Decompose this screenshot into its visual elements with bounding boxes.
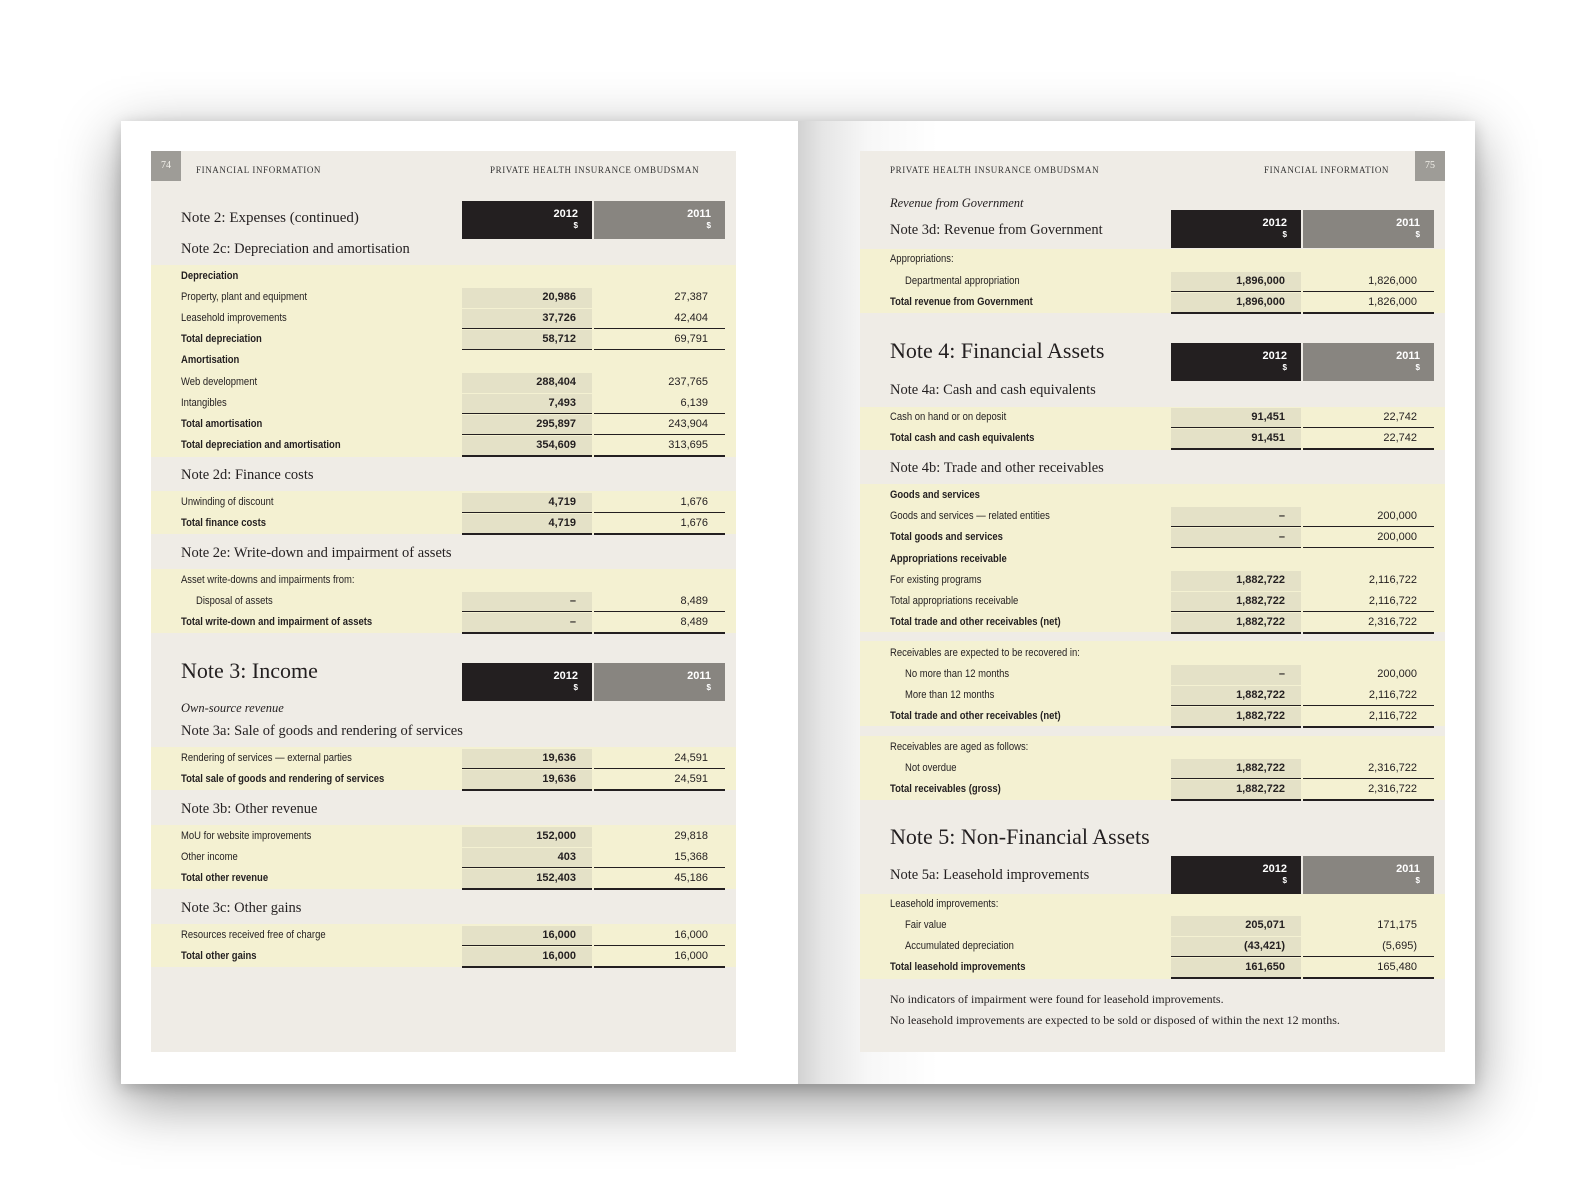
section-heading: Amortisation xyxy=(181,354,240,366)
value-2011: 16,000 xyxy=(674,929,708,941)
row-rule xyxy=(462,533,592,535)
value-2011: 8,489 xyxy=(680,595,708,607)
row-rule xyxy=(1171,291,1301,292)
row-rule xyxy=(1303,526,1434,527)
value-2012: 403 xyxy=(557,851,576,863)
value-2011: 2,316,722 xyxy=(1368,616,1417,628)
value-2012: 91,451 xyxy=(1251,411,1285,423)
value-2012: – xyxy=(1278,668,1285,680)
row-rule xyxy=(594,888,725,890)
row-label: Not overdue xyxy=(905,762,957,774)
value-2012: 288,404 xyxy=(536,376,576,388)
year-2011-header xyxy=(1303,210,1434,248)
row-rule xyxy=(1303,799,1434,801)
note-subtitle: Note 3d: Revenue from Government xyxy=(890,222,1103,238)
row-label: Receivables are expected to be recovered in: xyxy=(890,647,1080,659)
unit-label: $ xyxy=(1282,876,1287,885)
row-rule xyxy=(594,867,725,868)
value-2011: 2,316,722 xyxy=(1368,762,1417,774)
value-2011: 200,000 xyxy=(1377,668,1417,680)
year-label: 2011 xyxy=(1396,863,1420,875)
value-2011: 6,139 xyxy=(680,397,708,409)
value-2011: 171,175 xyxy=(1377,919,1417,931)
row-label: Total revenue from Government xyxy=(890,296,1033,308)
row-rule xyxy=(462,434,592,435)
note-subtitle: Note 3b: Other revenue xyxy=(181,801,318,817)
value-2012: 1,882,722 xyxy=(1236,574,1285,586)
year-2011-header xyxy=(594,663,725,701)
value-2012: 354,609 xyxy=(536,439,576,451)
value-2012: 205,071 xyxy=(1245,919,1285,931)
row-rule xyxy=(594,349,725,350)
row-rule xyxy=(594,611,725,612)
row-rule xyxy=(594,945,725,946)
row-rule xyxy=(462,455,592,457)
row-label: Total finance costs xyxy=(181,517,266,529)
value-2011: 200,000 xyxy=(1377,510,1417,522)
value-2012: 16,000 xyxy=(542,950,576,962)
value-2012: – xyxy=(569,616,576,628)
row-label: Total depreciation xyxy=(181,333,262,345)
value-2012: – xyxy=(1278,510,1285,522)
value-2012: 19,636 xyxy=(542,752,576,764)
value-2012: 152,403 xyxy=(536,872,576,884)
year-label: 2012 xyxy=(1262,350,1287,362)
row-rule xyxy=(1171,726,1301,728)
row-label: Unwinding of discount xyxy=(181,496,274,508)
book-spread xyxy=(121,121,1475,1084)
value-2011: 8,489 xyxy=(680,616,708,628)
value-2012: 7,493 xyxy=(548,397,576,409)
unit-label: $ xyxy=(573,683,578,692)
running-header-right: PRIVATE HEALTH INSURANCE OMBUDSMAN xyxy=(490,165,700,175)
unit-label: $ xyxy=(1282,230,1287,239)
row-rule xyxy=(1303,705,1434,706)
value-2012: 1,896,000 xyxy=(1236,275,1285,287)
row-rule xyxy=(1171,977,1301,979)
row-rule xyxy=(1303,778,1434,779)
row-rule xyxy=(594,413,725,414)
row-rule xyxy=(1303,726,1434,728)
row-label: Total cash and cash equivalents xyxy=(890,432,1035,444)
row-rule xyxy=(462,789,592,791)
section-italic: Revenue from Government xyxy=(890,196,1024,210)
unit-label: $ xyxy=(706,683,711,692)
unit-label: $ xyxy=(1415,230,1420,239)
value-2012: 20,986 xyxy=(542,291,576,303)
row-rule xyxy=(462,966,592,968)
note-title: Note 5: Non-Financial Assets xyxy=(890,824,1150,849)
value-2011: 165,480 xyxy=(1377,961,1417,973)
row-label: Goods and services — related entities xyxy=(890,510,1050,522)
page-number: 75 xyxy=(1415,151,1445,181)
row-rule xyxy=(594,328,725,329)
running-header-left: FINANCIAL INFORMATION xyxy=(196,165,322,175)
row-label: Web development xyxy=(181,376,258,388)
section-italic: Own-source revenue xyxy=(181,701,284,715)
row-rule xyxy=(1171,705,1301,706)
section-heading: Appropriations receivable xyxy=(890,553,1007,565)
year-2012-header xyxy=(1171,210,1301,248)
row-label: Total leasehold improvements xyxy=(890,961,1026,973)
row-label: Total other revenue xyxy=(181,872,269,884)
row-label: Disposal of assets xyxy=(196,595,273,607)
note-subtitle: Note 3c: Other gains xyxy=(181,900,302,916)
row-rule xyxy=(462,888,592,890)
value-2012: – xyxy=(1278,531,1285,543)
row-rule xyxy=(462,945,592,946)
year-label: 2011 xyxy=(687,670,711,682)
row-label: Resources received free of charge xyxy=(181,929,326,941)
row-label: Total receivables (gross) xyxy=(890,783,1001,795)
row-rule xyxy=(1303,291,1434,292)
value-2011: 69,791 xyxy=(674,333,708,345)
row-rule xyxy=(1303,956,1434,957)
row-rule xyxy=(1303,427,1434,428)
row-label: Other income xyxy=(181,851,238,863)
note-subtitle: Note 2e: Write-down and impairment of assets xyxy=(181,545,452,561)
value-2012: 161,650 xyxy=(1245,961,1285,973)
value-2012: – xyxy=(569,595,576,607)
value-2011: 29,818 xyxy=(674,830,708,842)
value-2012: 19,636 xyxy=(542,773,576,785)
row-label: Fair value xyxy=(905,919,947,931)
row-label: Total goods and services xyxy=(890,531,1003,543)
value-2012: (43,421) xyxy=(1244,940,1285,952)
year-label: 2011 xyxy=(1396,350,1420,362)
row-rule xyxy=(1303,632,1434,634)
unit-label: $ xyxy=(1415,876,1420,885)
row-rule xyxy=(1303,312,1434,314)
row-rule xyxy=(594,768,725,769)
value-2011: 45,186 xyxy=(674,872,708,884)
value-2011: 237,765 xyxy=(668,376,708,388)
row-label: Leasehold improvements: xyxy=(890,898,999,910)
section-heading: Goods and services xyxy=(890,489,980,501)
unit-label: $ xyxy=(1415,363,1420,372)
row-rule xyxy=(1171,632,1301,634)
value-2012: 295,897 xyxy=(536,418,576,430)
year-label: 2012 xyxy=(1262,217,1287,229)
row-rule xyxy=(1303,448,1434,450)
value-2011: 243,904 xyxy=(668,418,708,430)
row-rule xyxy=(462,349,592,350)
row-rule xyxy=(1171,312,1301,314)
value-2011: 2,116,722 xyxy=(1368,710,1417,722)
value-2011: 15,368 xyxy=(674,851,708,863)
value-2012: 91,451 xyxy=(1251,432,1285,444)
year-2012-header xyxy=(1171,856,1301,894)
value-2011: 42,404 xyxy=(674,312,708,324)
row-label: Intangibles xyxy=(181,397,227,409)
row-label: Departmental appropriation xyxy=(905,275,1020,287)
value-2011: 1,826,000 xyxy=(1368,296,1417,308)
value-2012: 1,882,722 xyxy=(1236,689,1285,701)
row-rule xyxy=(1171,547,1301,548)
row-rule xyxy=(462,867,592,868)
row-label: MoU for website improvements xyxy=(181,830,312,842)
row-rule xyxy=(1171,448,1301,450)
row-rule xyxy=(594,966,725,968)
year-2011-header xyxy=(1303,343,1434,381)
note-subtitle: Note 5a: Leasehold improvements xyxy=(890,867,1090,883)
value-2011: 16,000 xyxy=(674,950,708,962)
note-subtitle: Note 3a: Sale of goods and rendering of services xyxy=(181,723,463,739)
row-label: Total sale of goods and rendering of services xyxy=(181,773,385,785)
row-label: Total write-down and impairment of assets xyxy=(181,616,373,628)
value-2011: 2,116,722 xyxy=(1368,574,1417,586)
year-2012-header xyxy=(1171,343,1301,381)
note-paragraph: No leasehold improvements are expected to be sold or disposed of within the next 12 months. xyxy=(890,1013,1340,1027)
value-2011: 27,387 xyxy=(674,291,708,303)
value-2011: 2,116,722 xyxy=(1368,689,1417,701)
row-rule xyxy=(1171,799,1301,801)
value-2012: 1,882,722 xyxy=(1236,710,1285,722)
value-2012: 37,726 xyxy=(542,312,576,324)
row-rule xyxy=(1171,427,1301,428)
row-label: Receivables are aged as follows: xyxy=(890,741,1029,753)
year-2012-header xyxy=(462,201,592,239)
row-rule xyxy=(462,768,592,769)
year-2012-header xyxy=(462,663,592,701)
row-rule xyxy=(1303,611,1434,612)
value-2012: 1,882,722 xyxy=(1236,762,1285,774)
value-2012: 1,896,000 xyxy=(1236,296,1285,308)
row-rule xyxy=(1171,778,1301,779)
row-label: Property, plant and equipment xyxy=(181,291,308,303)
row-rule xyxy=(462,512,592,513)
row-label: Total amortisation xyxy=(181,418,263,430)
row-rule xyxy=(462,328,592,329)
row-label: Leasehold improvements xyxy=(181,312,287,324)
value-2011: 2,116,722 xyxy=(1368,595,1417,607)
note-subtitle: Note 4b: Trade and other receivables xyxy=(890,460,1104,476)
value-2012: 16,000 xyxy=(542,929,576,941)
value-2011: 1,676 xyxy=(680,496,708,508)
value-2011: 1,676 xyxy=(680,517,708,529)
row-label: Appropriations: xyxy=(890,253,954,265)
page-75 xyxy=(860,151,1445,1052)
row-rule xyxy=(1303,547,1434,548)
unit-label: $ xyxy=(706,221,711,230)
row-rule xyxy=(594,632,725,634)
note-subtitle: Note 4a: Cash and cash equivalents xyxy=(890,382,1096,398)
value-2011: 313,695 xyxy=(668,439,708,451)
row-label: For existing programs xyxy=(890,574,982,586)
row-label: Cash on hand or on deposit xyxy=(890,411,1007,423)
value-2012: 4,719 xyxy=(548,517,576,529)
value-2012: 4,719 xyxy=(548,496,576,508)
value-2011: 200,000 xyxy=(1377,531,1417,543)
row-label: Asset write-downs and impairments from: xyxy=(181,574,355,586)
page-74 xyxy=(151,151,736,1052)
running-header-right: FINANCIAL INFORMATION xyxy=(1264,165,1390,175)
note-title: Note 2: Expenses (continued) xyxy=(181,210,359,226)
row-label: No more than 12 months xyxy=(905,668,1010,680)
row-label: Accumulated depreciation xyxy=(905,940,1014,952)
value-2011: 1,826,000 xyxy=(1368,275,1417,287)
value-2011: 24,591 xyxy=(674,752,708,764)
row-rule xyxy=(462,611,592,612)
value-2012: 1,882,722 xyxy=(1236,595,1285,607)
row-rule xyxy=(594,434,725,435)
value-2011: 22,742 xyxy=(1383,432,1417,444)
value-2011: (5,695) xyxy=(1382,940,1417,952)
row-rule xyxy=(594,512,725,513)
note-subtitle: Note 2c: Depreciation and amortisation xyxy=(181,241,410,257)
row-label: Total appropriations receivable xyxy=(890,595,1019,607)
row-rule xyxy=(594,455,725,457)
year-label: 2011 xyxy=(687,208,711,220)
row-rule xyxy=(1171,526,1301,527)
value-2011: 24,591 xyxy=(674,773,708,785)
year-2011-header xyxy=(1303,856,1434,894)
unit-label: $ xyxy=(1282,363,1287,372)
year-label: 2012 xyxy=(1262,863,1287,875)
value-2011: 22,742 xyxy=(1383,411,1417,423)
row-label: Total trade and other receivables (net) xyxy=(890,616,1061,628)
row-label: Total trade and other receivables (net) xyxy=(890,710,1061,722)
value-2011: 2,316,722 xyxy=(1368,783,1417,795)
row-rule xyxy=(594,789,725,791)
note-paragraph: No indicators of impairment were found for leasehold improvements. xyxy=(890,992,1224,1006)
value-2012: 1,882,722 xyxy=(1236,783,1285,795)
note-title: Note 3: Income xyxy=(181,658,318,683)
row-label: More than 12 months xyxy=(905,689,995,701)
year-2011-header xyxy=(594,201,725,239)
row-label: Rendering of services — external parties xyxy=(181,752,352,764)
value-2012: 152,000 xyxy=(536,830,576,842)
value-2012: 1,882,722 xyxy=(1236,616,1285,628)
year-label: 2012 xyxy=(553,208,578,220)
row-rule xyxy=(1303,977,1434,979)
value-2012: 58,712 xyxy=(542,333,576,345)
row-rule xyxy=(594,533,725,535)
note-title: Note 4: Financial Assets xyxy=(890,338,1105,363)
year-label: 2012 xyxy=(553,670,578,682)
row-rule xyxy=(1171,611,1301,612)
row-rule xyxy=(462,413,592,414)
unit-label: $ xyxy=(573,221,578,230)
page-number: 74 xyxy=(151,151,181,181)
row-rule xyxy=(1171,956,1301,957)
row-label: Total depreciation and amortisation xyxy=(181,439,341,451)
row-label: Total other gains xyxy=(181,950,257,962)
year-label: 2011 xyxy=(1396,217,1420,229)
note-subtitle: Note 2d: Finance costs xyxy=(181,467,314,483)
running-header-left: PRIVATE HEALTH INSURANCE OMBUDSMAN xyxy=(890,165,1100,175)
section-heading: Depreciation xyxy=(181,270,239,282)
row-rule xyxy=(462,632,592,634)
